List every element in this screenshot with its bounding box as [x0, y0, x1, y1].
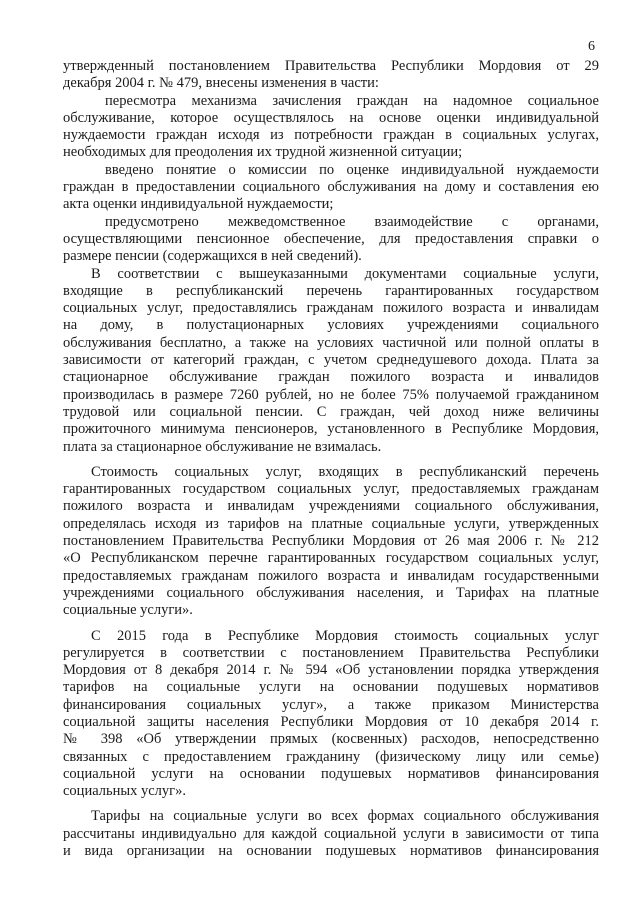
text-line: и вида организации на основании подушевых нормативов финансирования — [63, 843, 599, 860]
text-line: прожиточного минимума пенсионеров, установленного в Республике Мордовия, — [63, 421, 599, 438]
text-line: акта оценки индивидуальной нуждаемости; — [63, 196, 334, 213]
text-line: рассчитаны индивидуально для каждой социальной услуги в зависимости от типа — [63, 825, 599, 842]
paragraph-gap — [63, 800, 599, 808]
text-line: введено понятие о комиссии по оценке индивидуальной нуждаемости — [105, 161, 599, 178]
paragraph — [63, 464, 599, 620]
text-line: учреждениями социального обслуживания населения, и Тарифах на платные — [63, 584, 599, 601]
text-line: № 398 «Об утверждении прямых (косвенных) расходов, непосредственно — [63, 731, 599, 748]
text-line: стационарное обслуживание граждан пожилого возраста и инвалидов — [63, 369, 599, 386]
text-line: декабря 2004 г. № 479, внесены изменения в части: — [63, 75, 379, 92]
text-line: пожилого возраста и инвалидам учреждениями социального обслуживания, — [63, 498, 599, 515]
text-line: предоставляемых гражданам пожилого возраста и инвалидам государственными — [63, 567, 599, 584]
text-line: определялась исходя из тарифов на платные социальные услуги, утвержденных — [63, 515, 599, 532]
text-line: граждан в предоставлении социального обслуживания на дому и составления ею — [63, 179, 599, 196]
text-line: входящие в республиканский перечень гарантированных государством — [63, 282, 599, 299]
paragraph-gap — [63, 456, 599, 464]
paragraph — [63, 628, 599, 801]
page-number: 6 — [588, 39, 595, 54]
text-line: С 2015 года в Республике Мордовия стоимость социальных услуг — [91, 627, 599, 644]
text-line: Мордовия от 8 декабря 2014 г. № 594 «Об установлении порядка утверждения — [63, 662, 599, 679]
text-line: «О Республиканском перечне гарантированных государством социальных услуг, — [63, 550, 599, 567]
text-line: финансирования социальных услуг», а также приказом Министерства — [63, 696, 599, 713]
text-line: тарифов на социальные услуги на основании подушевых нормативов — [63, 679, 599, 696]
text-line: утвержденный постановлением Правительства Республики Мордовия от 29 — [63, 58, 599, 74]
text-line: осуществляющими пенсионное обеспечение, для предоставления справки о — [63, 230, 599, 247]
paragraph — [63, 58, 599, 93]
text-line: Тарифы на социальные услуги во всех формах социального обслуживания — [91, 808, 599, 825]
text-line: плата за стационарное обслуживание не взималась. — [63, 438, 382, 455]
text-line: пересмотра механизма зачисления граждан на надомное социальное — [105, 92, 599, 109]
text-line: Стоимость социальных услуг, входящих в республиканский перечень — [91, 463, 599, 480]
paragraph — [63, 162, 599, 214]
text-line: социальной услуги на основании подушевых нормативов финансирования — [63, 765, 599, 782]
text-line: предусмотрено межведомственное взаимодействие с органами, — [105, 213, 599, 230]
text-line: социальной защиты населения Республики Мордовия от 10 декабря 2014 г. — [63, 713, 599, 730]
text-line: социальные услуги». — [63, 602, 193, 619]
text-line: социальных услуг». — [63, 783, 186, 800]
text-line: трудовой или социальной пенсии. С граждан, чей доход ниже величины — [63, 403, 599, 420]
text-line: нуждаемости граждан исходя из потребности граждан в социальных услугах, — [63, 127, 599, 144]
text-line: социальных услуг, предоставлялись гражданам пожилого возраста и инвалидам — [63, 300, 599, 317]
paragraph — [63, 808, 599, 860]
paragraph — [63, 266, 599, 456]
text-line: зависимости от категорий граждан, с учетом среднедушевого дохода. Плата за — [63, 352, 599, 369]
text-line: обслуживания бесплатно, а также на условиях частичной или полной оплаты в — [63, 334, 599, 351]
paragraph — [63, 214, 599, 266]
text-line: необходимых для преодоления их трудной жизненной ситуации; — [63, 144, 463, 161]
body-text — [63, 58, 599, 860]
text-line: размере пенсии (содержащихся в ней сведений). — [63, 248, 362, 265]
text-line: гарантированных государством социальных услуг, предоставляемых гражданам — [63, 481, 599, 498]
text-line: В соответствии с вышеуказанными документами социальные услуги, — [91, 265, 599, 282]
paragraph-gap — [63, 620, 599, 628]
text-line: постановлением Правительства Республики Мордовия от 26 мая 2006 г. № 212 — [63, 533, 599, 550]
paragraph — [63, 93, 599, 162]
text-line: производилась в размере 7260 рублей, но не более 75% получаемой гражданином — [63, 386, 599, 403]
text-line: на дому, в полустационарных условиях учреждениями социального — [63, 317, 599, 334]
text-line: регулируется в соответствии с постановлением Правительства Республики — [63, 644, 599, 661]
text-line: обслуживание, которое осуществлялось на основе оценки индивидуальной — [63, 109, 599, 126]
text-line: связанных с предоставлением гражданину (физическому лицу или семье) — [63, 748, 599, 765]
